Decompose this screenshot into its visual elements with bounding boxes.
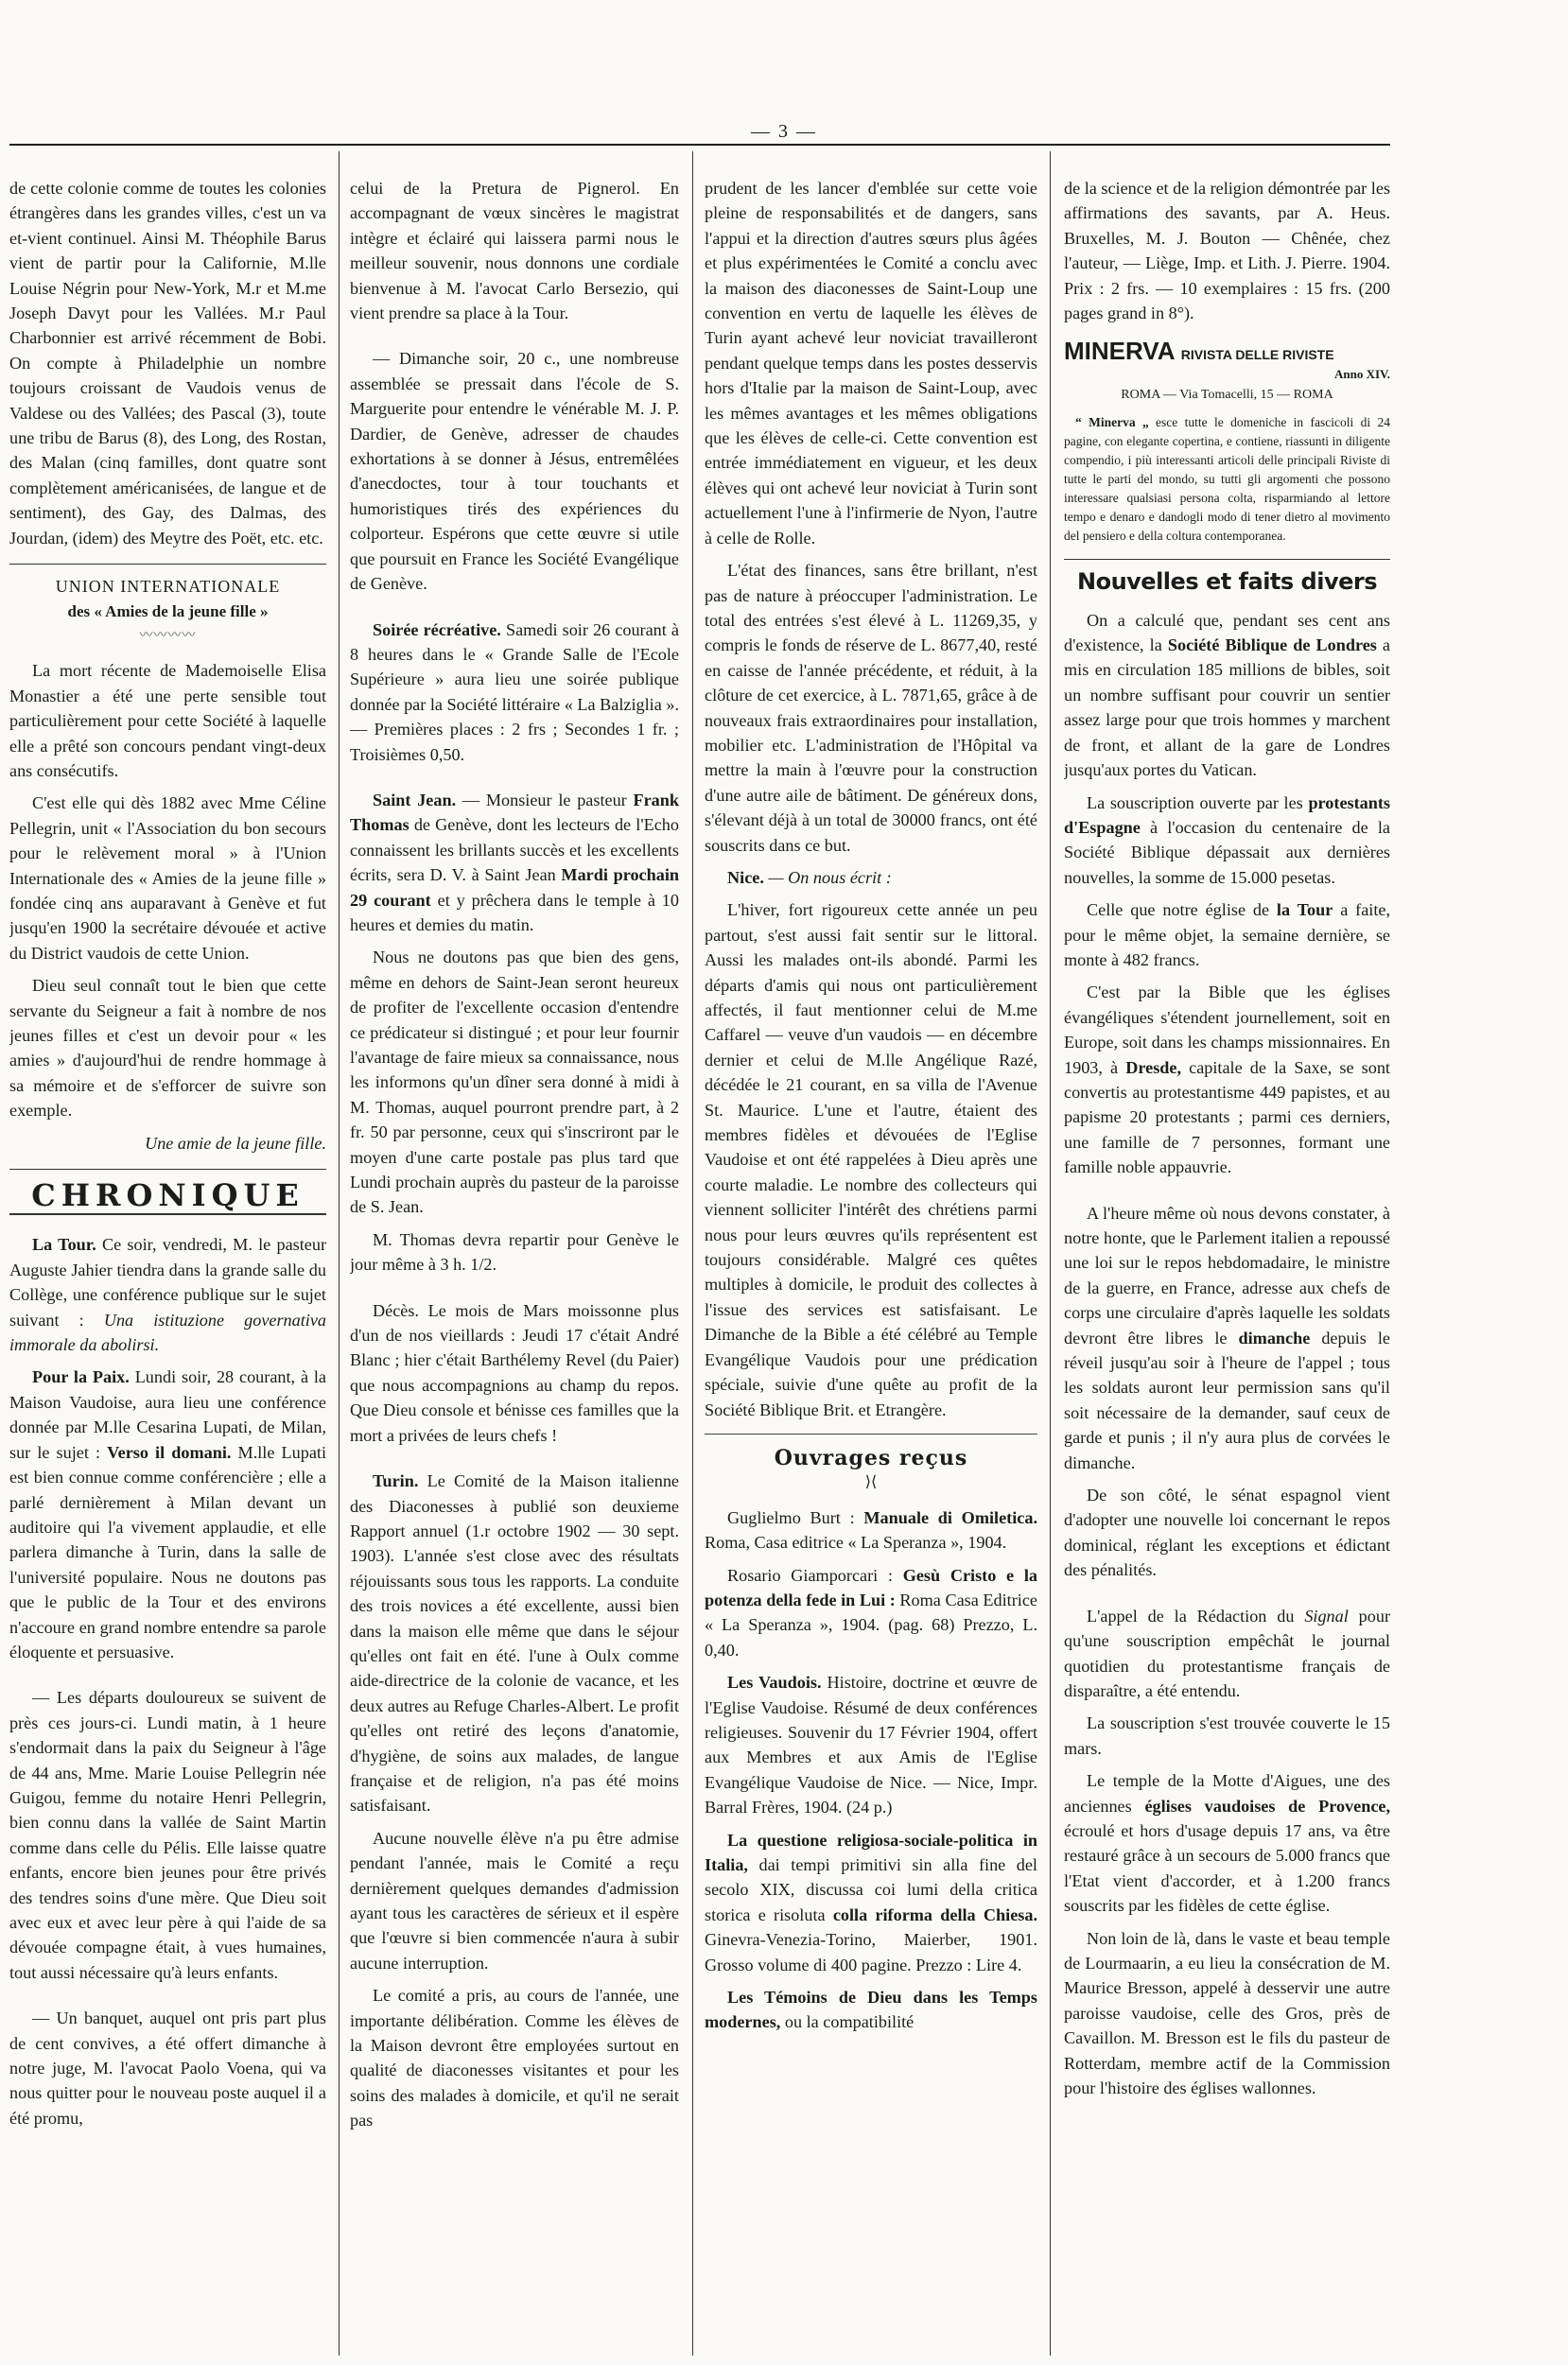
paragraph: Saint Jean. — Monsieur le pasteur Frank Thomas de Genève, dont les lecteurs de l'Echo connaissent les brillants succès et les excellents écrits, sera D. V. à Saint Jean Mardi prochain 29 courant et y prêchera dans le temple à 10 heures et demies du matin. [350,790,679,934]
column-rule [1050,151,1051,2356]
chronique-item: Pour la Paix. Lundi soir, 28 courant, à la Maison Vaudoise, aura lieu une conférence donnée par M.lle Cesarina Lupati, de Milan, sur le sujet : Verso il domani. M.lle Lupati est bien connue comme conférencière ; elle a parlé dernièrement à Milan devant un auditoire qui l'a vivement applaudie, et elle parlera dimanche à Turin, dans la salle de l'université populaire. Nous ne doutons pas que le public de la Tour et des environs n'accoure en grand nombre entendre sa parole éloquente et persuasive. [9,1367,326,1661]
minerva-year: Anno XIV. [1333,366,1390,381]
paragraph: Soirée récréative. Samedi soir 26 courant à 8 heures dans le « Grande Salle de l'Ecole Supérieure » aura lieu une soirée publique donnée par la Société littéraire « La Balziglia ». — Premières places : 2 frs ; Secondes 1 fr. ; Troisièmes 0,50. [350,619,679,764]
chronique-heading: CHRONIQUE [9,1183,326,1215]
column-3 [705,176,1037,2327]
item-lead: Soirée récréative. [373,619,501,639]
book-entry: Guglielmo Burt : Manuale di Omiletica. Roma, Casa editrice « La Speranza », 1904. [705,1507,1037,1553]
paragraph: Le comité a pris, au cours de l'année, une importante délibération. Comme les élèves de la Maison devront être employées surtout en qualité de diaconesses visitantes et pour les soins des malades à domicile, et qu'il ne serait pas [350,1986,679,2130]
item-lead: Pour la Paix. [32,1367,130,1387]
book-entry: La questione religiosa-sociale-politica in Italia, dai tempi primitivi sin alla fine del secolo XIX, discussa coi lumi della critica storica e risoluta colla riforma della Chiesa. Ginevra-Venezia-Torino, Maierber, 1901. Grosso volume di 400 pagine. Prezzo : Lire 4. [705,1830,1037,1974]
paragraph: M. Thomas devra repartir pour Genève le jour même à 3 h. 1/2. [350,1229,679,1275]
union-paragraph: Dieu seul connaît tout le bien que cette servante du Seigneur a fait à nombre de nos jeunes filles et c'est un devoir pour « les amies » d'aujourd'hui de rendre hommage à sa mémoire et de s'efforcer de suivre son exemple. [9,976,326,1121]
item-lead: Nice. [727,867,764,887]
paragraph: L'état des finances, sans être brillant, n'est pas de nature à préoccuper l'administration. Le total des entrées s'est élevé à L. 11269,35, y compris le fonds de réserve de L. 8677,40, resté en caisse de l'année précédente, et réduit, à la clôture de cet exercice, à L. 7871,65, grâce à de nouveaux frais extraordinaires pour installation, mobilier etc. L'administration de l'Hôpital va mettre la main à l'œuvre pour la construction d'une autre aile de bâtiment. De généreux dons, s'élevant déjà à un total de 30000 francs, ont été souscrits dans ce but. [705,561,1037,855]
minerva-advert [1064,339,1390,546]
union-heading: UNION INTERNATIONALE [55,577,281,597]
article-philadelphia-end: de cette colonie comme de toutes les colonies étrangères dans les grandes villes, c'est un va et-vient continuel. Ainsi M. Théophile Barus vient de partir pour la Californie, M.lle Louise Négrin pour New-York, M.r et M.me Joseph Davyt pour les Vallées. M.r Paul Charbonnier est arrivé récemment de Bobi. On compte à Philadelphie un nombre toujours croissant de Vaudois venus de Valdese ou des Vallées; des Pascal (3), toute une tribu de Barus (8), des Long, des Rostan, des Malan (cinq familles, dont quatre sont complètement américanisées, de langue et de sentiment), des Gay, des Dalmas, des Jourdan, (idem) des Meytre des Poët, etc. etc. [9,179,326,548]
item-lead: La Tour. [32,1235,96,1255]
column-1 [9,176,326,2327]
news-item: L'appel de la Rédaction du Signal pour qu'une souscription empêchât le journal quotidien du protestantisme français de disparaître, a été entendu. [1064,1606,1390,1700]
news-item: La souscription ouverte par les protestants d'Espagne à l'occasion du centenaire de la Société Biblique dépassait aux dernières nouvelles, la somme de 15.000 pesetas. [1064,792,1390,887]
paragraph: Turin. Le Comité de la Maison italienne des Diaconesses à publié son deuxieme Rapport annuel (1.r octobre 1902 — 30 sept. 1903). L'année s'est close avec des résultats réjouissants sous tous les rapports. La conduite des trois novices a été excellente, aussi bien dans la maison elle même que dans le séjour qu'elles ont fait en été. l'une à Oulx comme aide-directrice de la colonie de vacance, et les deux autres au Refuge Charles-Albert. Le profit qu'elles ont retiré des leçons d'anatomie, d'hygiène, de soins aux malades, de langue française et de religion, n'a pas été moins satisfaisant. [350,1471,679,1816]
column-4 [1064,176,1390,2327]
paragraph: Aucune nouvelle élève n'a pu être admise pendant l'année, mais le Comité a reçu dernièrement quelques demandes d'admission ayant tous les caractères de sérieux et il espère que l'œuvre si bien commencée n'aura à subir aucune interruption. [350,1828,679,1973]
news-item: De son côté, le sénat espagnol vient d'adopter une nouvelle loi concernant le repos dominical, réglant les exceptions et édictant des pénalités. [1064,1486,1390,1580]
ornament: ⟩⟨ [864,1474,878,1491]
minerva-masthead: MINERVA RIVISTA DELLE RIVISTE [1064,337,1334,366]
paragraph: prudent de les lancer d'emblée sur cette voie pleine de responsabilités et de dangers, sans l'appui et la direction d'autres sœurs plus âgées et plus expérimentées le Comité a conclu avec la maison des diaconesses de Saint-Loup une convention en vertu de laquelle les élèves de Turin ayant achevé leur noviciat travailleront pendant quelque temps dans les postes desservis hors d'Italie par la maison de Saint-Loup, avec les mêmes avantages et les mêmes obligations que les élèves de celle-ci. Cette convention est entrée immédiatement en vigueur, et les deux élèves qui ont achevé leur noviciat à Turin sont actuellement l'une à l'infirmerie de Nyon, l'autre à celle de Rolle. [705,179,1037,548]
union-subheading: des « Amies de la jeune fille » [67,601,269,620]
paragraph: Décès. Le mois de Mars moissonne plus d'un de nos vieillards : Jeudi 17 c'était André Blanc ; hier c'était Barthélemy Revel (du Paier) que nous accompagnions au champ du repos. Que Dieu console et bénisse ces familles que la mort a privées de leurs chefs ! [350,1300,679,1445]
ornament: 〰〰〰〰 [139,628,197,643]
union-paragraph: C'est elle qui dès 1882 avec Mme Céline Pellegrin, unit « l'Association du bon secours pour le relèvement moral » à l'Union Internationale des « Amies de la jeune fille » fondée cinq ans auparavant à Genève et fut jusqu'en 1900 la secrétaire dévouée et active du District vaudois de cette Union. [9,793,326,963]
column-rule [339,151,340,2356]
paragraph: celui de la Pretura de Pignerol. En accompagnant de vœux sincères le magistrat intègre et éclairé qui laissera parmi nous le meilleur souvenir, nous donnons une cordiale bienvenue à M. l'avocat Carlo Berseziо, qui vient prendre sa place à la Tour. [350,179,679,323]
news-item: Celle que notre église de la Tour a faite, pour le même objet, la semaine dernière, se monte à 482 francs. [1064,900,1390,969]
top-rule [9,144,1390,146]
paragraph: Nous ne doutons pas que bien des gens, même en dehors de Saint-Jean seront heureux de profiter de l'excellente occasion d'entendre ce prédicateur si distingué ; et pour leur fournir l'avantage de faire mieux sa connaissance, nous les informons qu'un dîner sera donné à midi à M. Thomas, auquel pourront prendre part, à 2 fr. 50 par personne, ceux qui s'inscriront par le moyen d'une carte postale pas plus tard que Lundi prochain auprès du pasteur de la paroisse de S. Jean. [350,948,679,1217]
column-2 [350,176,679,2327]
section-rule [1064,559,1390,560]
book-entry: Les Témoins de Dieu dans les Temps modernes, ou la compatibilité [705,1988,1037,2032]
column-rule [692,151,693,2356]
page-number: — 3 — [751,121,817,142]
paragraph: L'hiver, fort rigoureux cette année un peu partout, s'est aussi fait sentir sur le littoral. Aussi les malades ont-ils abondé. Parmi les départs d'amis qui nous ont particulièrement affectés, il faut mentionner celui de M.me Caffarel — veuve d'un vaudois — en décembre dernier et celui de M.lle Angélique Razé, décédée le 21 courant, en sa villa de l'Avenue St. Maurice. L'une et l'autre, étaient des membres fidèles et dévouées de l'Eglise Vaudoise et ont été rappelées à Dieu après une courte maladie. Le nombre des collecteurs qui viennent solliciter l'intérêt des chrétiens parmi nous pour leurs œuvres qu'ils représentent est toujours considérable. Malgré ces quêtes multiples à domicile, le produit des collectes à l'issue des services est satisfaisant. Le Dimanche de la Bible a été célébré au Temple Evangélique Vaudois pour une prédication spéciale, suivie d'une quête au profit de la Société Biblique Brit. et Etrangère. [705,900,1037,1419]
chronique-item: La Tour. Ce soir, vendredi, M. le pasteur Auguste Jahier tiendra dans la grande salle du Collège, une conférence publique sur le sujet suivant : Una istituzione governativa immorale da abolirsi. [9,1235,326,1355]
book-entry-continued: de la science et de la religion démontrée par les affirmations des savants, par A. Heus. Bruxelles, M. J. Bouton — Chênée, chez l'auteur, — Liège, Imp. et Lith. J. Pierre. 1904. Prix : 2 frs. — 10 exemplaires : 15 frs. (200 pages grand in 8°). [1064,179,1390,323]
nouvelles-heading: Nouvelles et faits divers [1077,568,1377,596]
item-lead: Turin. [373,1471,419,1491]
chronique-item: — Les départs douloureux se suivent de près ces jours-ci. Lundi matin, à 1 heure s'endormait dans la paix du Seigneur à l'âge de 44 ans, Mme. Marie Louise Pellegrin née Guigou, femme du notaire Henri Pellegrin, bien connu dans la vallée de Saint Martin comme dans celle du Pélis. Elle laisse quatre enfants, encore bien jeunes pour être privés des tendres soins d'une mère. Que Dieu soit avec eux et avec leur père à qui l'aide de sa dévouée compagne était, à vues humaines, tout aussi nécessaire qu'à leurs enfants. [9,1688,326,1982]
news-item: Non loin de là, dans le vaste et beau temple de Lourmaarin, a eu lieu la consécration de M. Maurice Bresson, appelé à desservir une autre paroisse vaudoise, celle des Gros, près de Cavaillon. M. Bresson est le fils du pasteur de Rotterdam, membre actif de la Commission pour l'histoire des églises wallonnes. [1064,1928,1390,2097]
news-item: On a calculé que, pendant ses cent ans d'existence, la Société Biblique de Londres a mis en circulation 185 millions de bibles, soit un nombre suffisant pour couvrir un sentier assez large pour que trois hommes y marchent de front, et allant de la gare de Londres jusqu'aux portes du Vatican. [1064,610,1390,780]
news-item: La souscription s'est trouvée couverte le 15 mars. [1064,1713,1390,1758]
news-item: A l'heure même où nous devons constater, à notre honte, que le Parlement italien a repoussé une loi sur le repos hebdomadaire, le ministre de la guerre, en France, adresse aux chefs de corps une circulaire d'après laquelle les soldats devront être libres le dimanche depuis le réveil jusqu'au soir à l'heure de l'appel ; tous les soldats auront leur permission sans qu'il soit nécessaire de la demander, sauf ceux de garde et punis ; il n'y aura plus de corvées le dimanche. [1064,1203,1390,1472]
section-rule [9,564,326,565]
book-entry: Rosario Giamporcari : Gesù Cristo e la potenza della fede in Lui : Roma Casa Editrice « La Speranza », 1904. (pag. 68) Prezzo, L. 0,40. [705,1565,1037,1660]
section-rule [705,1434,1037,1435]
news-item: Le temple de la Motte d'Aigues, une des anciennes églises vaudoises de Provence, écroulé et hors d'usage depuis 17 ans, va être restauré grâce à un secours de 5.000 francs que l'Etat vient d'accorder, et à 1.200 francs souscrits par les fidèles de cette église. [1064,1771,1390,1916]
news-item: C'est par la Bible que les églises évangéliques s'étendent journellement, soit en Europe, soit dans les champs missionnaires. En 1903, à Dresde, capitale de la Saxe, se sont convertis au protestantisme 449 papistes, et au papisme 20 protestants ; parmi ces derniers, une famille de 7 personnes, formant une famille noble appauvrie. [1064,983,1390,1177]
minerva-address: ROMA — Via Tomacelli, 15 — ROMA [1121,387,1333,402]
book-entry: Les Vaudois. Histoire, doctrine et œuvre de l'Eglise Vaudoise. Résumé de deux conférences religieuses. Souvenir du 17 Février 1904, offert aux Membres et aux Amis de l'Eglise Evangélique Vaudoise de Nice. — Nice, Impr. Barral Frères, 1904. (24 p.) [705,1673,1037,1817]
union-signature: Une amie de la jeune fille. [145,1133,326,1153]
paragraph: Nice. — On nous écrit : [727,867,892,887]
chronique-item: — Un banquet, auquel ont pris part plus de cent convives, a été offert dimanche à notre juge, M. l'avocat Paolo Voena, qui va nous quitter pour le nouveau poste auquel il a été promu, [9,2009,326,2128]
union-paragraph: La mort récente de Mademoiselle Elisa Monastier a été une perte sensible tout particulièrement pour cette Société à laquelle elle a prêté son concours pendant vingt-deux ans consécutifs. [9,661,326,780]
item-lead: Saint Jean. [373,790,457,809]
section-rule [9,1169,326,1170]
minerva-description: “ Minerva „ esce tutte le domeniche in fascicoli di 24 pagine, con elegante copertina, e contiene, riassunti in diligente compendio, i più interessanti articoli delle principali Riviste di tutte le parti del mondo, su tutti gli argomenti che possono interessare qualsiasi persona colta, risparmiando al lettore tempo e denaro e dandogli modo di tener dietro al movimento del pensiero e della coltura contemporanea. [1064,415,1390,544]
ouvrages-heading: Ouvrages reçus [774,1445,968,1470]
paragraph: — Dimanche soir, 20 c., une nombreuse assemblée se pressait dans l'école de S. Marguerite pour entendre le vénérable M. J. P. Dardier, de Genève, adresser de chaudes exhortations à se donner à Jésus, entremêlées d'anecdoctes, tour à tour touchants et humoristiques tirés des expériences du colporteur. Espérons que cette œuvre si utile que poursuit en France les Société Evangélique de Genève. [350,349,679,594]
